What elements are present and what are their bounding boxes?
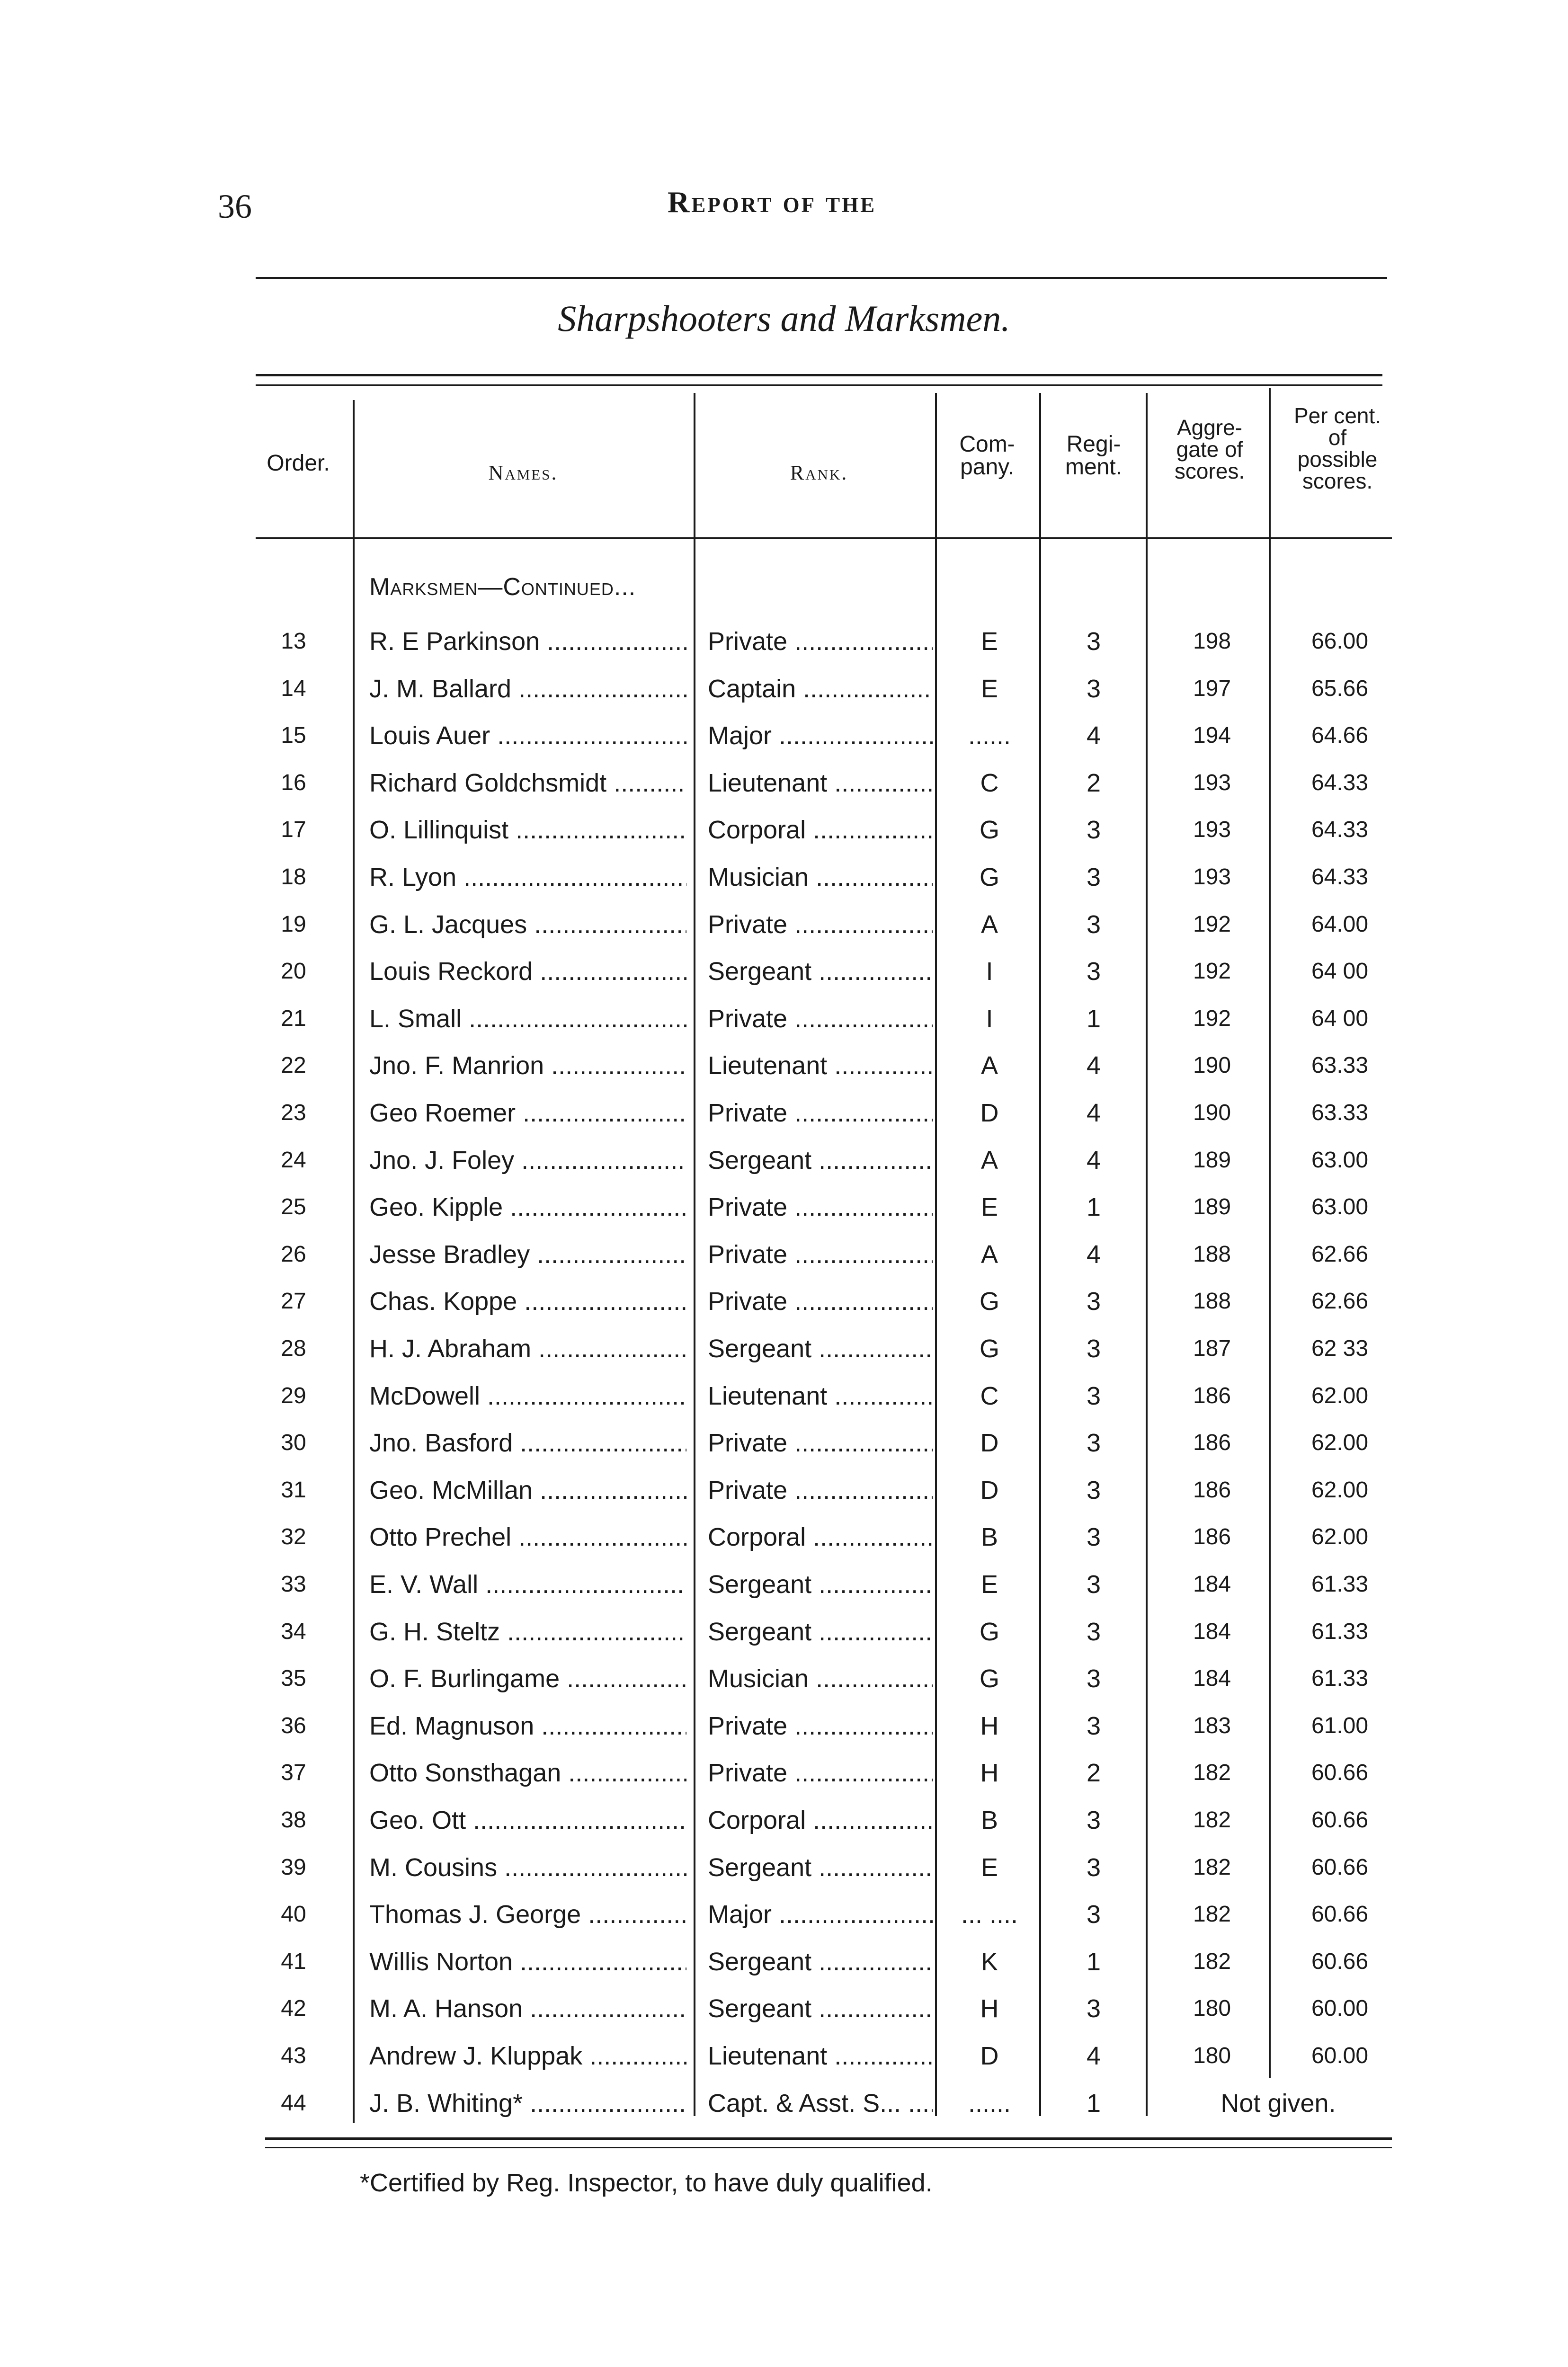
aggregate-cell: 190: [1193, 1100, 1231, 1125]
regiment-cell: 3: [1086, 863, 1101, 891]
company-cell: E: [980, 1853, 998, 1882]
order-cell: 13: [281, 629, 306, 654]
percent-cell: 61.33: [1311, 1619, 1369, 1644]
rank-cell: Corporal .....: [708, 1513, 933, 1561]
rank-cell: Private .....: [708, 1702, 933, 1750]
percent-cell: 62.00: [1311, 1524, 1369, 1550]
rank-cell: Sergeant .....: [708, 1608, 933, 1655]
bottom-double-rule-1: [265, 2137, 1392, 2140]
regiment-cell: 3: [1086, 1900, 1101, 1929]
name-cell: O. F. Burlingame .....: [369, 1655, 686, 1702]
company-cell: K: [980, 1947, 998, 1976]
percent-cell: 60.00: [1311, 1996, 1369, 2021]
regiment-cell: 3: [1086, 1664, 1101, 1693]
company-cell: G: [979, 1287, 999, 1316]
rank-cell: Lieutenant .....: [708, 1042, 933, 1089]
company-cell: E: [980, 1193, 998, 1222]
aggregate-cell: 182: [1193, 1807, 1231, 1833]
table-row: [0, 1467, 1568, 1514]
aggregate-cell: 192: [1193, 959, 1231, 984]
running-head-text: Report of the: [668, 185, 877, 219]
company-cell: B: [980, 1523, 998, 1552]
regiment-cell: 1: [1086, 1004, 1101, 1033]
percent-cell: 62.00: [1311, 1383, 1369, 1408]
percent-cell: 66.00: [1311, 629, 1369, 654]
regiment-cell: 2: [1086, 768, 1101, 797]
rank-cell: Private .....: [708, 1231, 933, 1278]
aggregate-cell: 184: [1193, 1619, 1231, 1644]
table-row: [0, 1372, 1568, 1420]
rank-cell: Musician .....: [708, 1655, 933, 1702]
percent-cell: 64.33: [1311, 864, 1369, 890]
name-cell: Jno. J. Foley .....: [369, 1137, 686, 1184]
table-row: [0, 1938, 1568, 1985]
percent-cell: 62.66: [1311, 1241, 1369, 1267]
aggregate-cell: 183: [1193, 1713, 1231, 1738]
rank-cell: Sergeant .....: [708, 948, 933, 995]
percent-cell: 63.33: [1311, 1053, 1369, 1078]
aggregate-cell: 193: [1193, 817, 1231, 843]
regiment-cell: 3: [1086, 1335, 1101, 1363]
table-row: [0, 712, 1568, 759]
regiment-cell: 1: [1086, 1947, 1101, 1976]
header-aggregate: Aggre- gate of scores.: [1174, 415, 1245, 483]
rank-cell: Sergeant .....: [708, 1137, 933, 1184]
table-row: [0, 1137, 1568, 1184]
aggregate-cell: 192: [1193, 1006, 1231, 1031]
name-cell: Richard Goldchsmidt .....: [369, 759, 686, 807]
rank-cell: Sergeant .....: [708, 1985, 933, 2032]
table-row: [0, 948, 1568, 995]
table-row: [0, 1042, 1568, 1089]
company-cell: G: [979, 863, 999, 891]
rank-cell: Private .....: [708, 618, 933, 665]
percent-cell: 60.66: [1311, 1902, 1369, 1927]
company-cell: E: [980, 627, 998, 656]
table-row: [0, 2080, 1568, 2127]
company-cell: G: [979, 1664, 999, 1693]
aggregate-cell: 182: [1193, 1949, 1231, 1974]
company-cell: G: [979, 1335, 999, 1363]
rank-cell: Private .....: [708, 1467, 933, 1514]
rank-cell: Private .....: [708, 1089, 933, 1137]
table-row: [0, 1089, 1568, 1137]
company-cell: D: [980, 1429, 999, 1458]
aggregate-cell: 184: [1193, 1572, 1231, 1597]
percent-cell: 64.33: [1311, 770, 1369, 795]
table-row: [0, 1655, 1568, 1702]
regiment-cell: 4: [1086, 1240, 1101, 1269]
table-row: [0, 1702, 1568, 1750]
rank-cell: Private .....: [708, 1278, 933, 1325]
header-company: Com- pany.: [959, 432, 1015, 480]
regiment-cell: 3: [1086, 957, 1101, 986]
percent-cell: 62.00: [1311, 1430, 1369, 1456]
order-cell: 27: [281, 1289, 306, 1314]
order-cell: 29: [281, 1383, 306, 1408]
rank-cell: Corporal .....: [708, 806, 933, 854]
order-cell: 41: [281, 1949, 306, 1974]
table-row: [0, 1797, 1568, 1844]
percent-cell: 64.33: [1311, 817, 1369, 843]
company-cell: A: [980, 1051, 998, 1080]
rank-cell: Lieutenant .....: [708, 1372, 933, 1420]
rank-cell: Major .....: [708, 712, 933, 759]
company-cell: D: [980, 2042, 999, 2070]
table-row: [0, 1325, 1568, 1372]
name-cell: J. M. Ballard .....: [369, 665, 686, 712]
order-cell: 42: [281, 1996, 306, 2021]
regiment-cell: 4: [1086, 1146, 1101, 1175]
table-row: [0, 1513, 1568, 1561]
rank-cell: Lieutenant .....: [708, 759, 933, 807]
order-cell: 34: [281, 1619, 306, 1644]
aggregate-cell: 189: [1193, 1194, 1231, 1220]
regiment-cell: 3: [1086, 1994, 1101, 2023]
company-cell: G: [979, 1617, 999, 1646]
rank-cell: Private .....: [708, 1749, 933, 1797]
table-row: [0, 1608, 1568, 1655]
header-percent: Per cent. of possible scores.: [1293, 403, 1381, 493]
order-cell: 24: [281, 1147, 306, 1173]
percent-cell: 60.00: [1311, 2043, 1369, 2068]
name-cell: Geo Roemer .....: [369, 1089, 686, 1137]
order-cell: 43: [281, 2043, 306, 2068]
table-row: [0, 1985, 1568, 2032]
rank-cell: Corporal .....: [708, 1797, 933, 1844]
company-cell: H: [980, 1759, 999, 1788]
rank-cell: Private .....: [708, 1184, 933, 1231]
company-cell: ......: [968, 721, 1011, 750]
regiment-cell: 3: [1086, 816, 1101, 845]
header-order: Order.: [267, 451, 330, 476]
regiment-cell: 3: [1086, 1523, 1101, 1552]
regiment-cell: 3: [1086, 1617, 1101, 1646]
regiment-cell: 4: [1086, 2042, 1101, 2070]
aggregate-cell: 182: [1193, 1854, 1231, 1880]
company-cell: H: [980, 1994, 999, 2023]
aggregate-cell: 186: [1193, 1383, 1231, 1408]
bottom-double-rule-2: [265, 2147, 1392, 2148]
percent-cell: 64 00: [1311, 959, 1369, 984]
name-cell: Jno. F. Manrion .....: [369, 1042, 686, 1089]
percent-cell: 60.66: [1311, 1807, 1369, 1833]
name-cell: Jesse Bradley .....: [369, 1231, 686, 1278]
rank-cell: Sergeant .....: [708, 1844, 933, 1891]
aggregate-cell: 189: [1193, 1147, 1231, 1173]
regiment-cell: 3: [1086, 1476, 1101, 1504]
company-cell: A: [980, 1146, 998, 1175]
order-cell: 28: [281, 1336, 306, 1361]
header-double-rule-2: [256, 384, 1382, 386]
table-row: [0, 806, 1568, 854]
table-row: [0, 1561, 1568, 1608]
company-cell: H: [980, 1711, 999, 1740]
table-row: [0, 1231, 1568, 1278]
percent-cell: 64.00: [1311, 911, 1369, 937]
percent-cell: 61.00: [1311, 1713, 1369, 1738]
company-cell: A: [980, 910, 998, 939]
order-cell: 33: [281, 1572, 306, 1597]
aggregate-cell: 188: [1193, 1241, 1231, 1267]
table-row: [0, 1419, 1568, 1467]
regiment-cell: 2: [1086, 1759, 1101, 1788]
regiment-cell: 3: [1086, 1570, 1101, 1599]
regiment-cell: 3: [1086, 1711, 1101, 1740]
percent-cell: 63.00: [1311, 1194, 1369, 1220]
company-cell: G: [979, 816, 999, 845]
name-cell: Thomas J. George .....: [369, 1891, 686, 1938]
aggregate-cell: 193: [1193, 770, 1231, 795]
order-cell: 20: [281, 959, 306, 984]
rank-cell: Private .....: [708, 995, 933, 1042]
percent-cell: 60.66: [1311, 1854, 1369, 1880]
aggregate-cell: 193: [1193, 864, 1231, 890]
company-cell: C: [980, 1381, 999, 1410]
order-cell: 15: [281, 723, 306, 748]
order-cell: 22: [281, 1053, 306, 1078]
company-cell: I: [986, 1004, 993, 1033]
name-cell: M. Cousins .....: [369, 1844, 686, 1891]
name-cell: Andrew J. Kluppak .....: [369, 2032, 686, 2080]
name-cell: Otto Prechel .....: [369, 1513, 686, 1561]
order-cell: 21: [281, 1006, 306, 1031]
name-cell: J. B. Whiting* .....: [369, 2080, 686, 2127]
aggregate-cell: 182: [1193, 1760, 1231, 1786]
header-names: Names.: [488, 461, 558, 484]
company-cell: I: [986, 957, 993, 986]
aggregate-cell: 197: [1193, 676, 1231, 701]
name-cell: Louis Auer .....: [369, 712, 686, 759]
header-regiment: Regi- ment.: [1065, 432, 1123, 480]
order-cell: 38: [281, 1807, 306, 1833]
company-cell: D: [980, 1099, 999, 1127]
order-cell: 16: [281, 770, 306, 795]
name-cell: G. L. Jacques .....: [369, 901, 686, 948]
company-cell: E: [980, 1570, 998, 1599]
name-cell: H. J. Abraham .....: [369, 1325, 686, 1372]
aggregate-cell: 182: [1193, 1902, 1231, 1927]
table-row: [0, 854, 1568, 901]
rank-cell: Sergeant .....: [708, 1325, 933, 1372]
order-cell: 44: [281, 2090, 306, 2116]
order-cell: 25: [281, 1194, 306, 1220]
aggregate-cell: 186: [1193, 1477, 1231, 1503]
name-cell: Ed. Magnuson .....: [369, 1702, 686, 1750]
percent-cell: 64.66: [1311, 723, 1369, 748]
name-cell: R. E Parkinson .....: [369, 618, 686, 665]
table-row: [0, 901, 1568, 948]
aggregate-cell: 180: [1193, 1996, 1231, 2021]
percent-cell: 63.33: [1311, 1100, 1369, 1125]
regiment-cell: 4: [1086, 1051, 1101, 1080]
company-cell: B: [980, 1806, 998, 1834]
regiment-cell: 4: [1086, 1099, 1101, 1127]
table-row: [0, 2032, 1568, 2080]
order-cell: 23: [281, 1100, 306, 1125]
company-cell: C: [980, 768, 999, 797]
regiment-cell: 3: [1086, 1381, 1101, 1410]
section-label-text: Marksmen—Continued...: [369, 573, 636, 601]
name-cell: Louis Reckord .....: [369, 948, 686, 995]
aggregate-cell: 190: [1193, 1053, 1231, 1078]
regiment-cell: 3: [1086, 1287, 1101, 1316]
rank-cell: Major .....: [708, 1891, 933, 1938]
regiment-cell: 4: [1086, 721, 1101, 750]
regiment-cell: 3: [1086, 1429, 1101, 1458]
table-row: [0, 1749, 1568, 1797]
name-cell: Geo. Kipple .....: [369, 1184, 686, 1231]
regiment-cell: 3: [1086, 627, 1101, 656]
header-double-rule-1: [256, 374, 1382, 376]
aggregate-cell: 194: [1193, 723, 1231, 748]
name-cell: O. Lillinquist .....: [369, 806, 686, 854]
footnote: *Certified by Reg. Inspector, to have duly qualified.: [360, 2169, 933, 2197]
rank-cell: Private .....: [708, 1419, 933, 1467]
percent-cell: 64 00: [1311, 1006, 1369, 1031]
percent-cell: 60.66: [1311, 1760, 1369, 1786]
order-cell: 39: [281, 1854, 306, 1880]
percent-cell: 62.00: [1311, 1477, 1369, 1503]
page-number: 36: [218, 187, 252, 225]
order-cell: 30: [281, 1430, 306, 1456]
percent-cell: 61.33: [1311, 1666, 1369, 1691]
name-cell: Otto Sonsthagan .....: [369, 1749, 686, 1797]
table-row: [0, 1184, 1568, 1231]
name-cell: Willis Norton .....: [369, 1938, 686, 1985]
order-cell: 19: [281, 911, 306, 937]
header-rank: Rank.: [790, 461, 848, 484]
aggregate-cell: 180: [1193, 2043, 1231, 2068]
rank-cell: Musician .....: [708, 854, 933, 901]
regiment-cell: 3: [1086, 1853, 1101, 1882]
aggregate-cell: 186: [1193, 1524, 1231, 1550]
table-row: [0, 995, 1568, 1042]
table-row: [0, 1844, 1568, 1891]
aggregate-cell: 198: [1193, 629, 1231, 654]
aggregate-cell: 192: [1193, 911, 1231, 937]
name-cell: Geo. Ott .....: [369, 1797, 686, 1844]
header-bottom-rule: [256, 537, 1392, 539]
name-cell: G. H. Steltz .....: [369, 1608, 686, 1655]
name-cell: Chas. Koppe .....: [369, 1278, 686, 1325]
table-row: [0, 759, 1568, 807]
aggregate-cell: 186: [1193, 1430, 1231, 1456]
company-cell: D: [980, 1476, 999, 1504]
name-cell: McDowell .....: [369, 1372, 686, 1420]
name-cell: M. A. Hanson .....: [369, 1985, 686, 2032]
regiment-cell: 1: [1086, 1193, 1101, 1222]
table-row: [0, 1891, 1568, 1938]
order-cell: 14: [281, 676, 306, 701]
order-cell: 26: [281, 1241, 306, 1267]
name-cell: R. Lyon .....: [369, 854, 686, 901]
regiment-cell: 1: [1086, 2089, 1101, 2118]
section-label: [369, 573, 636, 601]
note-cell: Not given.: [1221, 2089, 1336, 2118]
percent-cell: 60.66: [1311, 1949, 1369, 1974]
order-cell: 35: [281, 1666, 306, 1691]
company-cell: ......: [968, 2089, 1011, 2118]
rank-cell: Capt. & Asst. S... .....: [708, 2080, 933, 2127]
order-cell: 17: [281, 817, 306, 843]
company-cell: E: [980, 674, 998, 703]
running-head: [668, 185, 876, 220]
rank-cell: Captain .....: [708, 665, 933, 712]
rank-cell: Sergeant .....: [708, 1561, 933, 1608]
regiment-cell: 3: [1086, 1806, 1101, 1834]
aggregate-cell: 187: [1193, 1336, 1231, 1361]
top-rule: [256, 277, 1387, 279]
rank-cell: Private .....: [708, 901, 933, 948]
rank-cell: Lieutenant .....: [708, 2032, 933, 2080]
company-cell: ... ....: [961, 1900, 1018, 1929]
percent-cell: 62.66: [1311, 1289, 1369, 1314]
name-cell: L. Small .....: [369, 995, 686, 1042]
order-cell: 32: [281, 1524, 306, 1550]
percent-cell: 61.33: [1311, 1572, 1369, 1597]
aggregate-cell: 184: [1193, 1666, 1231, 1691]
name-cell: Geo. McMillan .....: [369, 1467, 686, 1514]
percent-cell: 63.00: [1311, 1147, 1369, 1173]
order-cell: 37: [281, 1760, 306, 1786]
table-row: [0, 618, 1568, 665]
name-cell: Jno. Basford .....: [369, 1419, 686, 1467]
percent-cell: 65.66: [1311, 676, 1369, 701]
order-cell: 31: [281, 1477, 306, 1503]
aggregate-cell: 188: [1193, 1289, 1231, 1314]
rank-cell: Sergeant .....: [708, 1938, 933, 1985]
table-title: Sharpshooters and Marksmen.: [558, 298, 1010, 339]
regiment-cell: 3: [1086, 674, 1101, 703]
percent-cell: 62 33: [1311, 1336, 1369, 1361]
order-cell: 18: [281, 864, 306, 890]
table-row: [0, 665, 1568, 712]
company-cell: A: [980, 1240, 998, 1269]
regiment-cell: 3: [1086, 910, 1101, 939]
order-cell: 40: [281, 1902, 306, 1927]
name-cell: E. V. Wall .....: [369, 1561, 686, 1608]
order-cell: 36: [281, 1713, 306, 1738]
table-row: [0, 1278, 1568, 1325]
